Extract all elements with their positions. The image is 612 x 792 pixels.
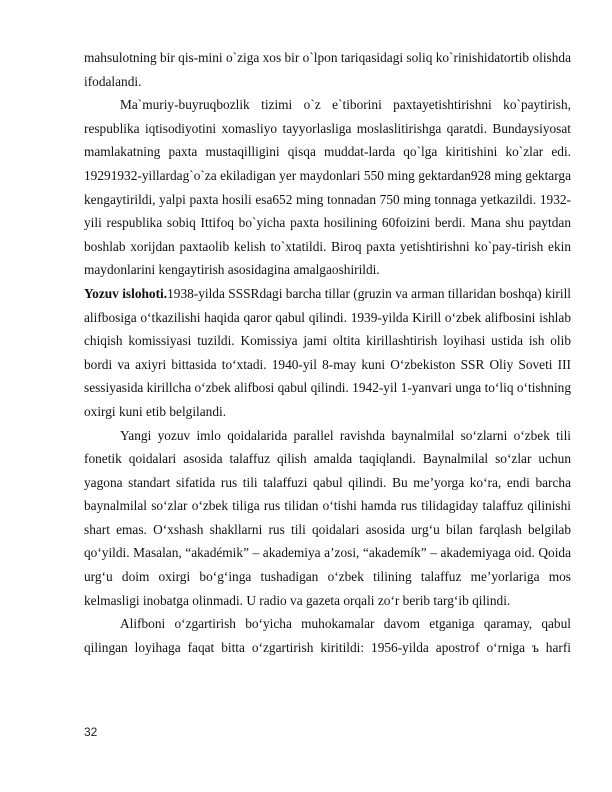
page-number: 32 [84,725,98,739]
paragraph-alifbo: Alifboni o‘zgartirish bo‘yicha muhokamalar davom etganiga qaramay, qabul qilingan loyihaga faqat bitta o‘zgartirish kiritildi: 1956-yilda apostrof o‘rniga ъ harfi [84,616,571,655]
paragraph-continuation: mahsulotning bir qis-mini o`ziga xos bir o`lpon tariqasidagi soliq ko`rinishidatortib olishda ifodalandi. [84,50,571,89]
section-heading: Yozuv islohoti. [84,285,168,301]
document-page [84,46,571,659]
paragraph-yozuv-islohoti [84,282,571,424]
paragraph-paxta-policy: Ma`muriy-buyruqbozlik tizimi o`z e`tiborini paxtayetishtirishni ko`paytirish, respublika iqtisodiyotini xomasliyo tayyorlasliga moslaslitirishga qaratdi. Bundaysiyosat mamlakatning paxta mustaqilligini qisqa muddat-larda qo`lga kiritishini ko`zlar edi. 19291932-yillardag`o`za ekiladigan yer maydonlari 550 ming gektardan928 ming gektarga kengaytirildi, yalpi paxta hosili esa652 ming tonnadan 750 ming tonnaga yetkazildi. 1932-yili respublika sobiq Ittifoq bo`yicha paxta hosilining 60foizini berdi. Mana shu paytdan boshlab xorijdan paxtaolib kelish to`xtatildi. Biroq paxta yetishtirishni ko`pay-tirish ekin maydonlarini kengaytirish asosidagina amalgaoshirildi. [84,97,571,278]
paragraph-text: 1938-yilda SSSRdagi barcha tillar (gruzin va arman tillaridan boshqa) kirill alifbosiga o‘tkazilishi haqida qaror qabul qilindi. 1939-yilda Kirill o‘zbek alifbosini ishlab chiqish komissiyasi tuzildi. Komissiya jami oltita kirillashtirish loyihasi ustida ish olib bordi va axiyri bittasida to‘xtadi. 1940-yil 8-may kuni O‘zbekiston SSR Oliy Soveti III sessiyasida kirillcha o‘zbek alifbosi qabul qilindi. 1942-yil 1-yanvari unga to‘liq o‘tishning oxirgi kuni etib belgilandi. [84,285,571,419]
paragraph-imlo-qoidalari: Yangi yozuv imlo qoidalarida parallel ravishda baynalmilal so‘zlarni o‘zbek tili fonetik qoidalari asosida talaffuz qilish amalda taqiqlandi. Baynalmilal so‘zlar uchun yagona standart sifatida rus tili talaffuzi qabul qilindi. Bu me’yorga ko‘ra, endi barcha baynalmilal so‘zlar o‘zbek tiliga rus tilidan o‘tishi hamda rus tilidagiday talaffuz qilinishi shart emas. O‘xshash shakllarni rus tili qoidalari asosida urg‘u bilan farqlash belgilab qo‘yildi. Masalan, “akadémik” – akademiya a’zosi, “akademík” – akademiyaga oid. Qoida urg‘u doim oxirgi bo‘g‘inga tushadigan o‘zbek tilining talaffuz me’yorlariga mos kelmasligi inobatga olinmadi. U radio va gazeta orqali zo‘r berib targ‘ib qilindi. [84,427,571,608]
